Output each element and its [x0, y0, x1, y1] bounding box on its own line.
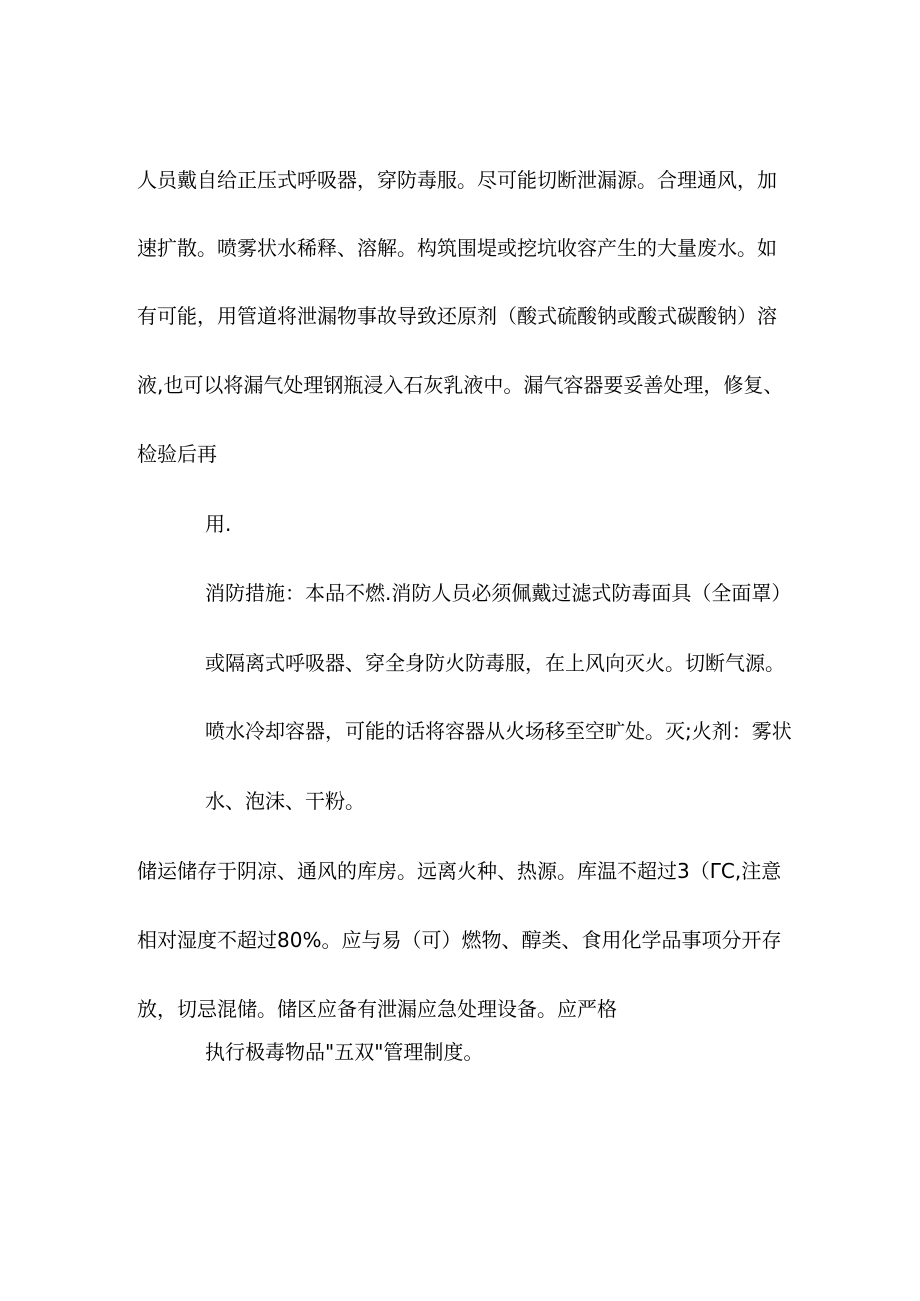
- text-line-1: 人员戴自给正压式呼吸器，穿防毒服。尽可能切断泄漏源。合理通风，加: [137, 168, 777, 192]
- text-line-3: 有可能，用管道将泄漏物事故导致还原剂（酸式硫酸钠或酸式碳酸钠）溶: [137, 304, 777, 328]
- text-line-10: 水、泡沫、干粉。: [205, 789, 365, 813]
- text-line-6: 用.: [205, 512, 232, 536]
- text-line-7: 消防措施：本品不燃.消防人员必须佩戴过滤式防毒面具（全面罩）: [205, 581, 792, 605]
- text-line-5: 检验后再: [137, 442, 217, 466]
- text-line-11: 储运储存于阴凉、通风的库房。远离火种、热源。库温不超过3（ΓC,注意: [137, 859, 782, 883]
- text-line-2: 速扩散。喷雾状水稀释、溶解。构筑围堤或挖坑收容产生的大量废水。如: [137, 236, 777, 260]
- text-line-12: 相对湿度不超过80%。应与易（可）燃物、醇类、食用化学品事项分开存: [137, 928, 782, 952]
- text-line-13: 放，切忌混储。储区应备有泄漏应急处理设备。应严格: [137, 997, 617, 1021]
- text-line-8: 或隔离式呼吸器、穿全身防火防毒服，在上风向灭火。切断气源。: [205, 651, 785, 675]
- text-line-14: 执行极毒物品"五双"管理制度。: [205, 1040, 484, 1064]
- text-line-4: 液,也可以将漏气处理钢瓶浸入石灰乳液中。漏气容器要妥善处理，修复、: [137, 373, 784, 397]
- text-line-9: 喷水冷却容器，可能的话将容器从火场移至空旷处。灭;火剂：雾状: [205, 719, 792, 743]
